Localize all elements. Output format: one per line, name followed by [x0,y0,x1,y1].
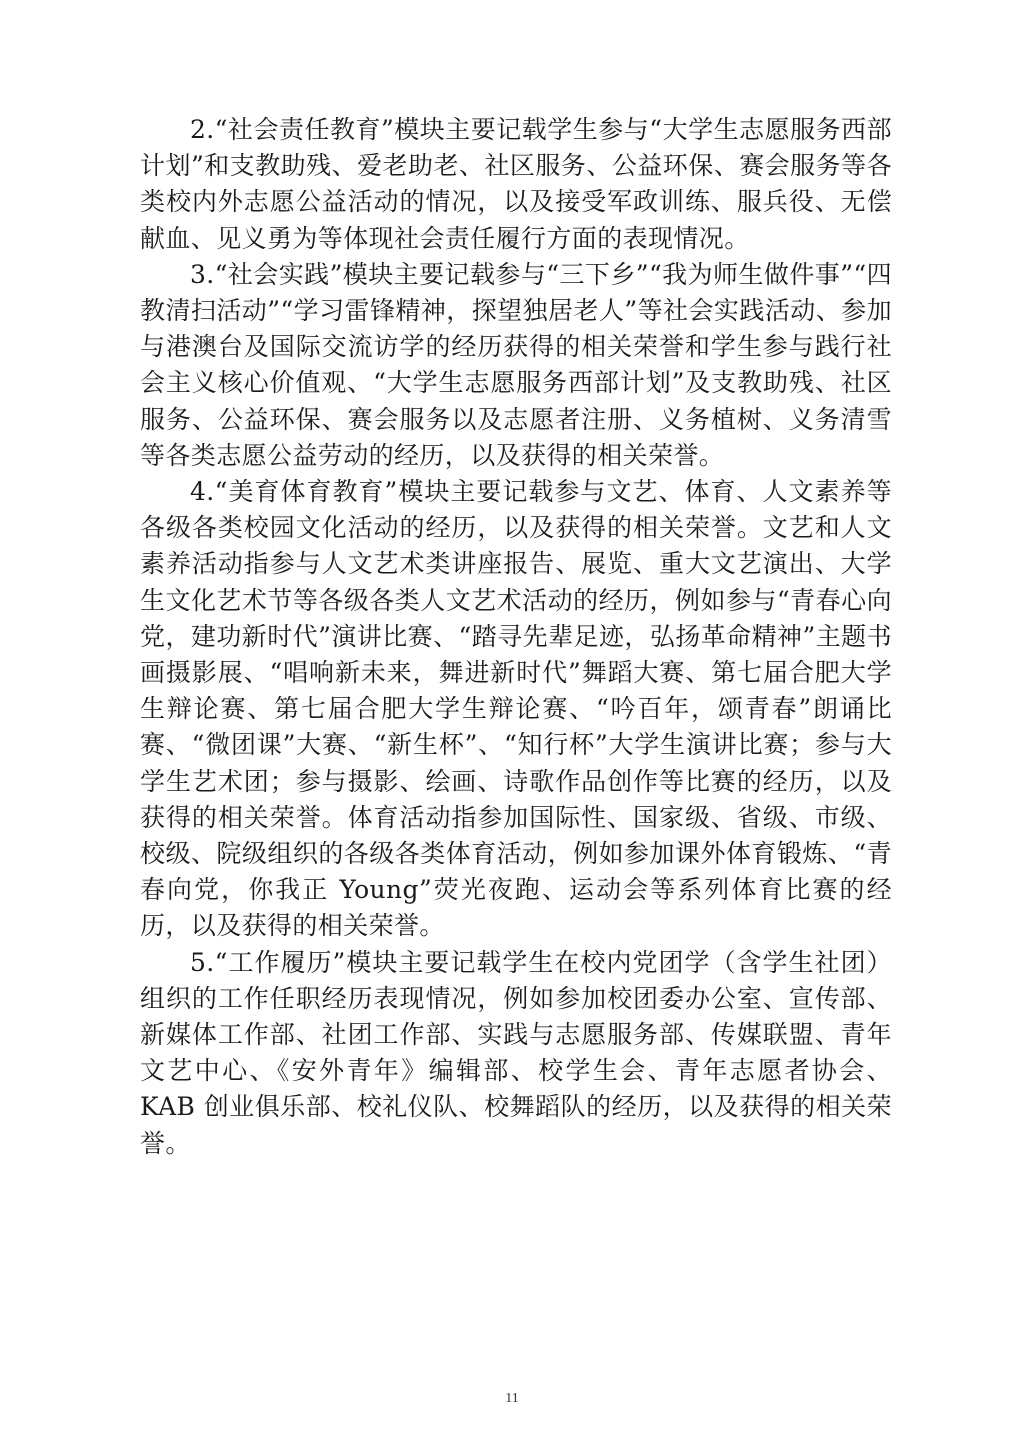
paragraph-work-experience: 5.“工作履历”模块主要记载学生在校内党团学（含学生社团）组织的工作任职经历表现情况，例如参加校团委办公室、宣传部、新媒体工作部、社团工作部、实践与志愿服务部、传媒联盟、青年文艺中心、《安外青年》编辑部、校学生会、青年志愿者协会、KAB 创业俱乐部、校礼仪队、校舞蹈队的经历，以及获得的相关荣誉。 [140,947,892,1158]
paragraph-aesthetic-sports: 4.“美育体育教育”模块主要记载参与文艺、体育、人文素养等各级各类校园文化活动的经历，以及获得的相关荣誉。文艺和人文素养活动指参与人文艺术类讲座报告、展览、重大文艺演出、大学生文化艺术节等各级各类人文艺术活动的经历，例如参与“青春心向党，建功新时代”演讲比赛、“踏寻先辈足迹，弘扬革命精神”主题书画摄影展、“唱响新未来，舞进新时代”舞蹈大赛、第七届合肥大学生辩论赛、第七届合肥大学生辩论赛、“吟百年，颂青春”朗诵比赛、“微团课”大赛、“新生杯”、“知行杯”大学生演讲比赛；参与大学生艺术团；参与摄影、绘画、诗歌作品创作等比赛的经历，以及获得的相关荣誉。体育活动指参加国际性、国家级、省级、市级、校级、院级组织的各级各类体育活动，例如参加课外体育锻炼、“青春向党，你我正 Young”荧光夜跑、运动会等系列体育比赛的经历，以及获得的相关荣誉。 [140,477,892,941]
paragraph-social-practice: 3.“社会实践”模块主要记载参与“三下乡”“我为师生做件事”“四教清扫活动”“学习雷锋精神，探望独居老人”等社会实践活动、参加与港澳台及国际交流访学的经历获得的相关荣誉和学生参与践行社会主义核心价值观、“大学生志愿服务西部计划”及支教助残、社区服务、公益环保、赛会服务以及志愿者注册、义务植树、义务清雪等各类志愿公益劳动的经历，以及获得的相关荣誉。 [140,259,892,470]
paragraph-social-responsibility: 2.“社会责任教育”模块主要记载学生参与“大学生志愿服务西部计划”和支教助残、爱老助老、社区服务、公益环保、赛会服务等各类校内外志愿公益活动的情况，以及接受军政训练、服兵役、无偿献血、见义勇为等体现社会责任履行方面的表现情况。 [140,115,892,253]
page-number: 11 [505,1391,519,1406]
body-text [140,112,892,1162]
